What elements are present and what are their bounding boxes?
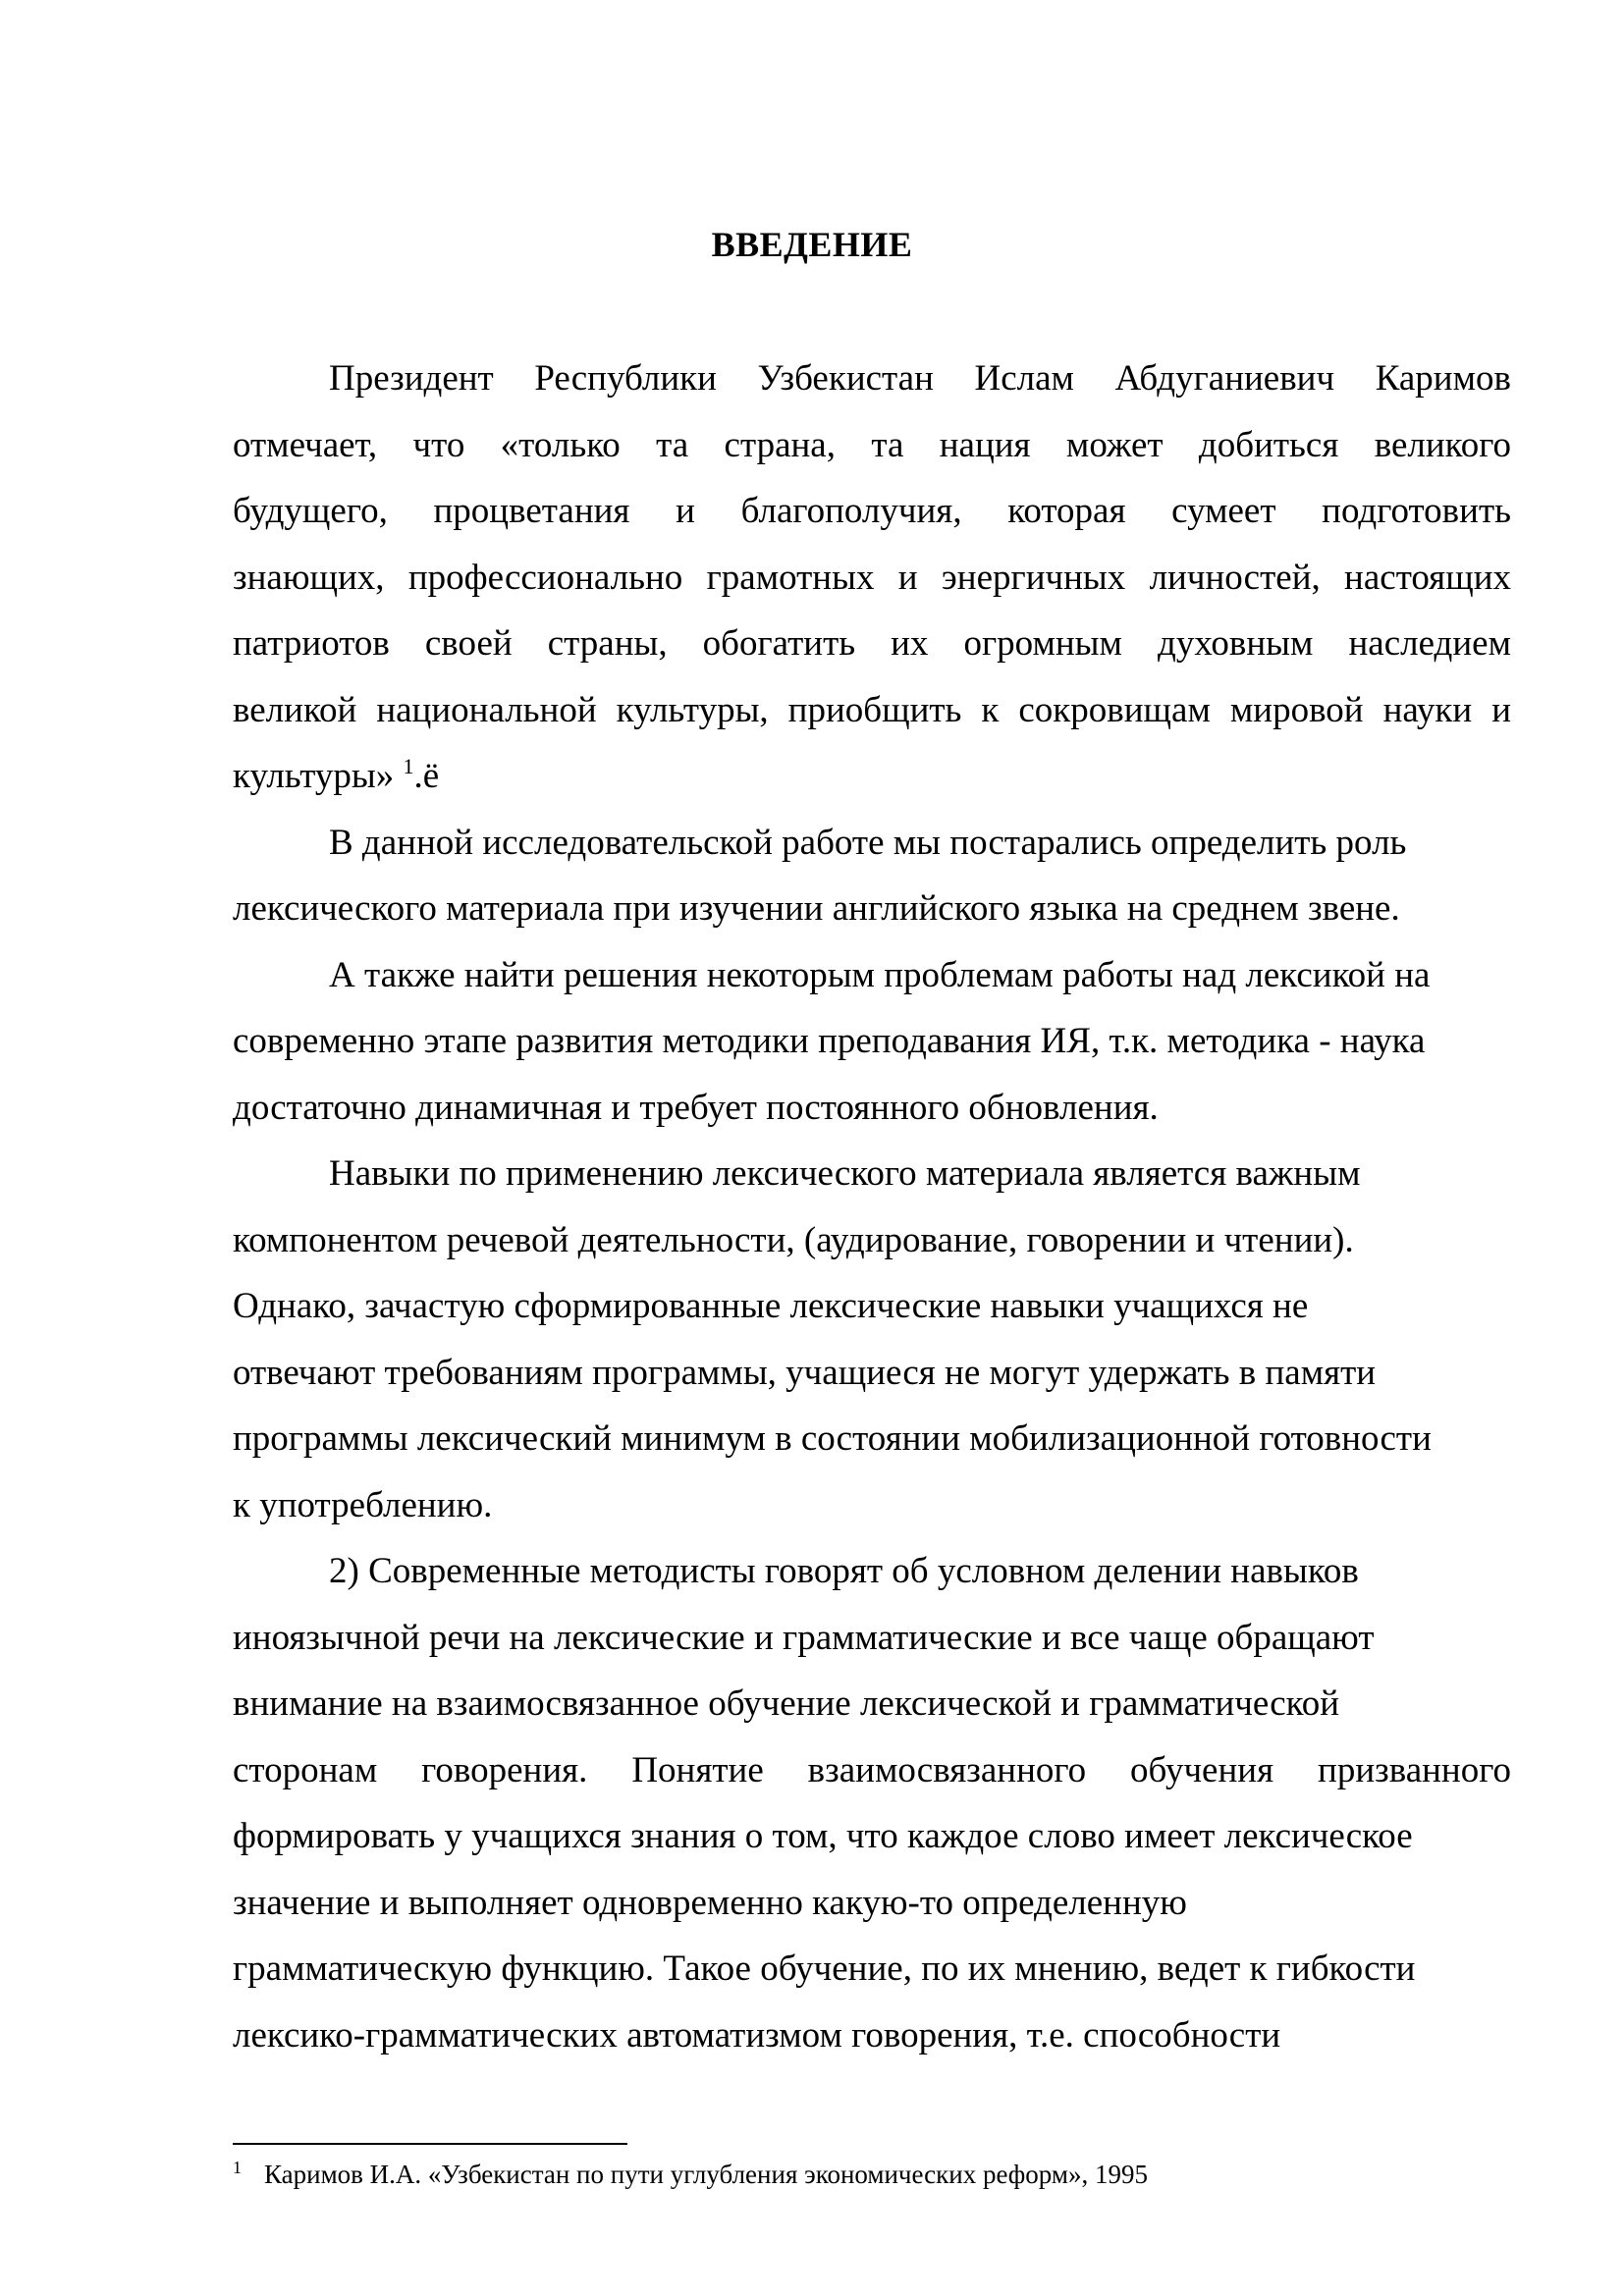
text-fragment: культуры» — [233, 756, 395, 796]
text-line: программы лексический минимум в состоянии мобилизационной готовности — [233, 1418, 1432, 1459]
page-title: ВВЕДЕНИЕ — [711, 225, 913, 264]
main-text — [233, 346, 1511, 2068]
text-line: внимание на взаимосвязанное обучение лексической и грамматической — [233, 1683, 1340, 1724]
text-line: лексико-грамматических автоматизмом говорения, т.е. способности — [233, 2014, 1281, 2056]
text-line: отмечает, что «только та страна, та нация может добиться великого — [233, 424, 1511, 465]
text-line: лексического материала при изучении английского языка на среднем звене. — [233, 888, 1400, 929]
text-line — [233, 743, 1511, 810]
text-line: отвечают требованиям программы, учащиеся не могут удержать в памяти — [233, 1352, 1377, 1393]
text-fragment: .ё — [413, 756, 440, 796]
text-line: современно этапе развития методики преподавания ИЯ, т.к. методика - наука — [233, 1021, 1426, 1061]
footnote-text: Каримов И.А. «Узбекистан по пути углубления экономических реформ», 1995 — [264, 2160, 1148, 2189]
text-line: знающих, профессионально грамотных и энергичных личностей, настоящих — [233, 557, 1511, 598]
text-line: формировать у учащихся знания о том, что каждое слово имеет лексическое — [233, 1816, 1413, 1856]
text-line: Президент Республики Узбекистан Ислам Абдуганиевич Каримов — [329, 358, 1511, 399]
text-line: Однако, зачастую сформированные лексические навыки учащихся не — [233, 1286, 1309, 1326]
paragraph-1 — [233, 346, 1511, 810]
text-line: А также найти решения некоторым проблемам работы над лексикой на — [329, 954, 1431, 995]
text-line: достаточно динамичная и требует постоянного обновления. — [233, 1087, 1159, 1128]
text-line: В данной исследовательской работе мы постарались определить роль — [329, 822, 1407, 863]
text-line: Навыки по применению лексического материала является важным — [329, 1153, 1361, 1194]
paragraph-4 — [233, 1141, 1511, 1538]
footnote-reference[interactable]: 1 — [403, 754, 414, 778]
text-line: иноязычной речи на лексические и грамматические и все чаще обращают — [233, 1617, 1375, 1658]
paragraph-2 — [233, 810, 1511, 942]
text-line: 2) Современные методисты говорят об условном делении навыков — [329, 1551, 1359, 1591]
text-line: сторонам говорения. Понятие взаимосвязанного обучения призванного — [233, 1749, 1511, 1790]
text-line: к употреблению. — [233, 1484, 493, 1525]
text-line: грамматическую функцию. Такое обучение, по их мнению, ведет к гибкости — [233, 1949, 1416, 1989]
text-line: великой национальной культуры, приобщить к сокровищам мировой науки и — [233, 689, 1511, 730]
paragraph-3 — [233, 942, 1511, 1142]
text-line: патриотов своей страны, обогатить их огромным духовным наследием — [233, 623, 1511, 664]
footnote: 1 Каримов И.А. «Узбекистан по пути углубления экономических реформ», 1995 — [233, 2158, 1148, 2189]
text-line: компонентом речевой деятельности, (аудирование, говорении и чтении). — [233, 1219, 1354, 1260]
text-line: будущего, процветания и благополучия, которая сумеет подготовить — [233, 491, 1511, 531]
paragraph-5 — [233, 1538, 1511, 2068]
text-line: значение и выполняет одновременно какую-то определенную — [233, 1882, 1187, 1923]
footnote-separator — [233, 2143, 627, 2145]
